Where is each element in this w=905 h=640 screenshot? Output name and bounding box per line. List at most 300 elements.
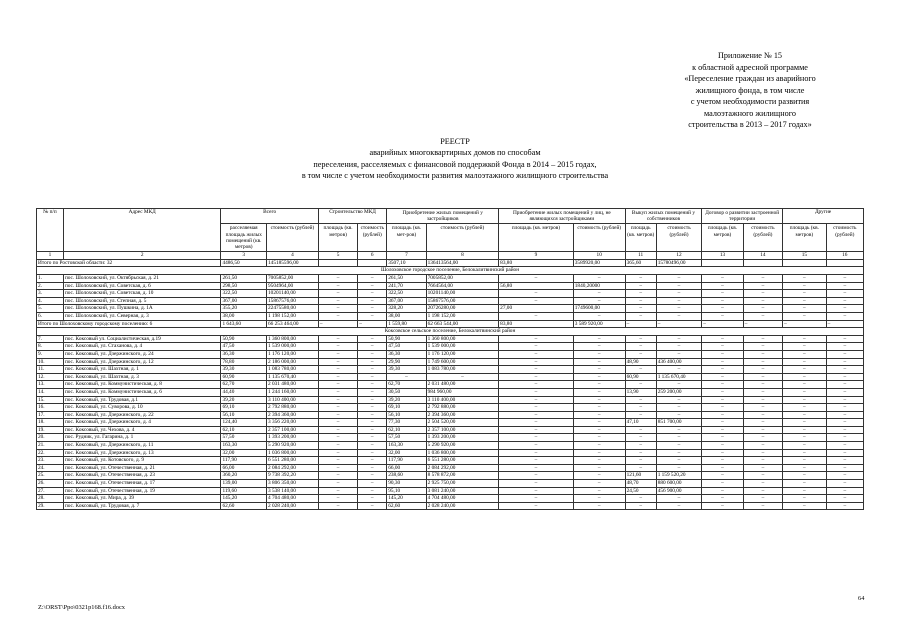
table-cell: – [358,305,387,313]
subheader-dev-cost: стоимость (рублей) [426,224,499,252]
table-cell: – [783,480,827,488]
table-cell: 1 083 780,00 [267,366,319,374]
table-cell: – [318,487,357,495]
table-cell: 328,20 [387,305,426,313]
table-cell: 62,70 [387,381,426,389]
table-cell: – [783,487,827,495]
table-cell: 1 539 000,00 [426,343,499,351]
table-cell: – [573,487,625,495]
table-cell: 44,40 [221,388,267,396]
table-cell: 15867576,00 [267,297,319,305]
table-row [37,305,864,313]
table-cell: – [783,381,827,389]
table-cell: – [826,404,863,412]
table-cell: 39,30 [221,366,267,374]
table-cell: 3 081 240,00 [426,487,499,495]
table-cell: – [743,442,782,450]
table-cell: 26. [37,480,64,488]
table-cell: – [826,502,863,510]
table-cell: – [499,404,574,412]
table-cell: – [358,335,387,343]
table-cell: – [743,495,782,503]
table-cell: 78,80 [221,358,267,366]
table-cell: 2. [37,282,64,290]
table-cell: 117,90 [221,457,267,465]
table-cell: – [702,464,743,472]
table-cell: – [656,442,702,450]
table-cell: – [702,442,743,450]
table-cell: – [499,297,574,305]
table-cell: – [743,419,782,427]
table-cell: 3 [221,252,267,260]
appendix-note [640,50,860,131]
table-cell: 5 290 920,00 [426,442,499,450]
table-cell: – [499,343,574,351]
table-cell: – [358,480,387,488]
table-cell: – [318,305,357,313]
table-cell: 6 551 280,00 [426,457,499,465]
table-cell: – [702,366,743,374]
table-cell: – [625,434,656,442]
table-cell: – [743,343,782,351]
table-cell: 36,30 [387,350,426,358]
table-cell: – [573,464,625,472]
table-cell: – [702,373,743,381]
section-row [37,267,864,275]
table-cell: – [625,297,656,305]
table-cell: – [702,320,743,328]
subheader-oth-cost: стоимость (рублей) [573,224,625,252]
table-cell: 1 135 670,40 [656,373,702,381]
table-cell: – [783,434,827,442]
table-row [37,411,864,419]
table-cell: – [656,350,702,358]
table-cell: – [318,457,357,465]
table-cell: – [743,373,782,381]
table-cell: 7664564,00 [426,282,499,290]
table-cell: – [656,290,702,298]
table-cell: – [702,275,743,283]
table-cell: – [826,381,863,389]
table-cell: – [783,350,827,358]
table-cell: 2 394 360,00 [267,411,319,419]
table-cell: – [318,312,357,320]
table-cell: 22475580,00 [267,305,319,313]
table-cell: – [625,305,656,313]
table-row [37,426,864,434]
table-cell: – [573,358,625,366]
table-cell: Коксовское сельское поселение, Белокалитвинский район [37,328,864,336]
table-cell: 4486,50 [221,259,267,267]
table-cell: – [625,426,656,434]
table-cell: – [743,381,782,389]
header-acquire-other: Приобретение жилых помещений у лиц, не являющихся застройщиками [499,209,625,224]
table-row [37,434,864,442]
table-cell: – [573,366,625,374]
table-cell: 39,20 [221,396,267,404]
table-cell: – [702,350,743,358]
table-cell: 1 198 152,00 [426,312,499,320]
table-cell: – [573,411,625,419]
table-cell: – [358,282,387,290]
table-cell: 69,10 [387,404,426,412]
table-cell: 163,30 [221,442,267,450]
table-cell: – [783,366,827,374]
appendix-line: к областной адресной программе [692,62,808,72]
table-cell: 456 900,00 [656,487,702,495]
table-cell: Шолоховское городское поселение, Белокалитвинский район [37,267,864,275]
table-cell: 2 357 100,00 [426,426,499,434]
appendix-line: с учетом необходимости развития [690,97,810,106]
table-cell: пос. Коксовый, ул. Дзержинского, д. 4 [63,419,221,427]
table-cell: – [358,373,387,381]
table-cell: пос. Коксовый, ул. Шахтная, д. 3 [63,373,221,381]
table-cell: – [826,320,863,328]
total-row [37,259,864,267]
table-cell: – [573,449,625,457]
table-cell: 298,50 [221,282,267,290]
table-cell: – [702,434,743,442]
table-cell: 5 290 920,00 [267,442,319,450]
table-cell: 10201140,00 [267,290,319,298]
table-cell: 2 925 750,00 [426,480,499,488]
table-cell: – [499,411,574,419]
table-cell: 2 031 480,00 [426,381,499,389]
table-cell: пос. Шолоховский, ул. Пушкина, д. 1А [63,305,221,313]
table-cell: – [318,297,357,305]
table-cell: – [499,388,574,396]
table-cell: – [499,502,574,510]
table-cell: 880 600,00 [656,480,702,488]
table-cell: 25. [37,472,64,480]
table-cell: 62 663 544,00 [426,320,499,328]
table-cell: 62,10 [221,426,267,434]
table-cell: 11. [37,366,64,374]
table-cell: 19. [37,426,64,434]
table-cell: 7005852,00 [267,275,319,283]
table-cell: – [573,343,625,351]
table-cell: – [358,343,387,351]
appendix-line: строительства в 2013 – 2017 годах» [688,120,812,129]
table-cell: – [826,373,863,381]
table-cell: 8 578 872,00 [426,472,499,480]
table-cell: – [499,457,574,465]
table-cell: 11 [625,252,656,260]
table-cell [743,259,782,267]
table-cell: пос. Коксовый, ул. Отечественная, д. 19 [63,487,221,495]
table-cell: – [499,335,574,343]
table-cell: – [656,495,702,503]
table-cell: 95,10 [387,487,426,495]
table-cell: – [783,388,827,396]
subheader-constr-area: площадь (кв. метров) [318,224,357,252]
header-other: Другие [783,209,864,224]
table-cell: – [826,442,863,450]
table-cell: 2 186 000,00 [267,358,319,366]
table-row [37,442,864,450]
table-cell: 8. [37,343,64,351]
table-cell: – [743,350,782,358]
table-cell: – [656,434,702,442]
table-cell: пос. Коксовый, ул. Дзержинского, д. 11 [63,442,221,450]
table-cell: 38,00 [221,312,267,320]
table-cell: – [573,297,625,305]
table-cell: 27. [37,487,64,495]
table-cell: – [358,312,387,320]
table-cell: 1 539 000,00 [267,343,319,351]
table-cell: 1840,20000 [573,282,625,290]
table-cell: – [743,426,782,434]
table-cell: – [656,282,702,290]
table-cell: – [656,381,702,389]
table-cell: – [743,411,782,419]
table-cell: – [499,358,574,366]
table-cell: – [826,472,863,480]
table-cell: – [656,449,702,457]
table-cell: пос. Коксовый, ул. Дзержинского, д. 13 [63,449,221,457]
table-cell: – [625,320,656,328]
table-cell: пос. Коксовый, ул. Дзержинского, д. 12 [63,358,221,366]
table-cell: – [783,358,827,366]
table-cell: – [743,434,782,442]
table-cell: 29. [37,502,64,510]
table-cell: – [826,495,863,503]
table-group-header-row [37,209,864,224]
table-cell: – [656,366,702,374]
subheader-other-area: площадь (кв. метров) [783,224,827,252]
table-cell: – [743,366,782,374]
table-cell: 12 [656,252,702,260]
table-cell: – [743,449,782,457]
table-cell: – [783,290,827,298]
table-cell: – [826,366,863,374]
table-cell: – [573,350,625,358]
header-development: Договор о развитии застроенной территории [702,209,783,224]
table-cell: – [826,396,863,404]
table-cell: – [499,275,574,283]
table-cell: – [743,275,782,283]
table-cell: – [318,290,357,298]
table-cell: 360,20 [221,472,267,480]
table-cell: – [625,442,656,450]
table-cell: 56,80 [499,282,574,290]
table-cell: – [318,396,357,404]
table-row [37,487,864,495]
table-cell: 7 [387,252,426,260]
table-cell: – [499,381,574,389]
subheader-buy-area: площадь (кв. метров) [625,224,656,252]
table-cell: 38,00 [387,312,426,320]
table-cell: – [358,472,387,480]
title-line: РЕЕСТР [440,137,470,146]
table-cell: – [573,275,625,283]
table-cell: 9504964,00 [267,282,319,290]
registry-table [36,208,864,510]
document-title [150,136,760,182]
table-cell: – [826,305,863,313]
table-cell: 7. [37,335,64,343]
table-cell: – [783,320,827,328]
table-cell: 10201140,00 [426,290,499,298]
subheader-dev-area: площадь (кв. мет-ров) [387,224,426,252]
table-cell: – [499,290,574,298]
table-cell: – [656,343,702,351]
table-cell: – [573,373,625,381]
table-cell: 1 360 800,00 [426,335,499,343]
table-row [37,366,864,374]
table-cell: 83,80 [499,259,574,267]
table-cell: 238,60 [387,472,426,480]
table-row [37,373,864,381]
table-cell: 139,00 [221,480,267,488]
table-cell: – [783,442,827,450]
table-cell: 3 806 350,00 [267,480,319,488]
table-cell: – [702,495,743,503]
table-cell: 21. [37,442,64,450]
table-cell: пос. Коксовый, ул. Суворова, д. 10 [63,404,221,412]
table-cell: – [318,411,357,419]
table-cell: – [783,464,827,472]
table-cell: – [702,381,743,389]
table-cell: 4 704 480,00 [267,495,319,503]
table-cell: – [702,457,743,465]
table-cell: 1 360 800,00 [267,335,319,343]
table-cell: – [318,282,357,290]
table-cell: – [783,419,827,427]
table-cell: – [783,426,827,434]
table-cell: – [826,457,863,465]
table-cell: 27,00 [499,305,574,313]
table-cell: – [358,442,387,450]
total-row [37,320,864,328]
table-cell: – [783,449,827,457]
table-cell: – [702,502,743,510]
table-cell: – [625,411,656,419]
header-total: Всего [221,209,318,224]
table-cell: – [743,282,782,290]
table-cell: 12. [37,373,64,381]
table-cell: 15867576,00 [426,297,499,305]
table-cell: – [499,426,574,434]
table-cell: 32,00 [387,449,426,457]
table-cell: 9. [37,350,64,358]
table-cell: – [743,335,782,343]
table-cell: 29,90 [387,358,426,366]
table-cell: пос. Шолоховский, ул. Северная, д. 3 [63,312,221,320]
subheader-constr-cost: стоимость (рублей) [358,224,387,252]
table-cell: 365,60 [625,259,656,267]
table-cell: 15 [783,252,827,260]
table-cell: пос. Коксовый, ул. Трудовая, д. 7 [63,502,221,510]
table-cell: – [625,449,656,457]
table-cell: – [743,480,782,488]
table-cell: 32,00 [221,449,267,457]
table-cell: 1 559,80 [387,320,426,328]
table-cell: – [743,487,782,495]
table-cell: – [358,381,387,389]
table-row [37,381,864,389]
table-cell: 15780496,00 [656,259,702,267]
table-cell: пос. Шолоховский, ул. Советская, д. 10 [63,290,221,298]
table-cell: пос. Шолоховский, ул. Советская, д. 6 [63,282,221,290]
table-cell: – [358,434,387,442]
table-cell: – [743,472,782,480]
table-row [37,275,864,283]
table-cell: – [358,502,387,510]
table-cell: – [826,290,863,298]
header-num: № п/п [37,209,64,252]
table-cell: – [783,472,827,480]
table-cell: 39,20 [387,396,426,404]
table-cell: – [358,275,387,283]
table-cell: – [318,343,357,351]
table-cell: – [573,457,625,465]
table-cell: – [499,366,574,374]
table-cell: 1. [37,275,64,283]
table-cell: – [625,381,656,389]
table-cell [318,259,357,267]
table-cell [826,259,863,267]
table-cell: – [656,411,702,419]
table-cell: – [783,282,827,290]
table-cell: – [702,396,743,404]
table-cell: 16. [37,404,64,412]
table-cell: пос. Коксовый, ул. Коммунистическая, д. 6 [63,388,221,396]
table-row [37,350,864,358]
table-cell: 50,90 [387,335,426,343]
table-cell: 2 031 480,00 [267,381,319,389]
table-cell: 62,60 [387,502,426,510]
table-cell: – [702,335,743,343]
table-cell: 56,10 [387,411,426,419]
table-cell: – [826,480,863,488]
table-cell: – [826,297,863,305]
table-cell: – [625,350,656,358]
table-cell: – [743,305,782,313]
table-cell: Итого по Шолоховскому городскому поселению: 6 [37,320,221,328]
table-cell: 119,60 [221,487,267,495]
table-cell: 1 [37,252,64,260]
table-cell: 18. [37,419,64,427]
table-cell: 62,10 [387,426,426,434]
table-cell: – [573,290,625,298]
table-cell: – [702,426,743,434]
subheader-total-cost: стоимость (рублей) [267,224,319,252]
table-cell: – [499,442,574,450]
table-cell: 1 159 520,20 [656,472,702,480]
table-cell: – [499,419,574,427]
table-cell: 4. [37,297,64,305]
table-cell: – [573,335,625,343]
table-cell: – [783,335,827,343]
table-cell: 28. [37,495,64,503]
table-cell: – [625,396,656,404]
table-cell: – [573,388,625,396]
table-cell: 1 036 800,00 [267,449,319,457]
table-row [37,335,864,343]
subheader-total-area: расселяемая площадь жилых помещений (кв. метров) [221,224,267,252]
page-number: 64 [858,595,865,602]
table-cell: – [783,411,827,419]
table-cell [783,259,827,267]
table-cell: – [358,404,387,412]
table-cell: 1 393 200,00 [267,434,319,442]
table-cell: – [499,480,574,488]
table-cell: 60,90 [221,373,267,381]
table-cell: 1 643,60 [221,320,267,328]
table-cell: – [656,464,702,472]
table-cell: – [826,282,863,290]
